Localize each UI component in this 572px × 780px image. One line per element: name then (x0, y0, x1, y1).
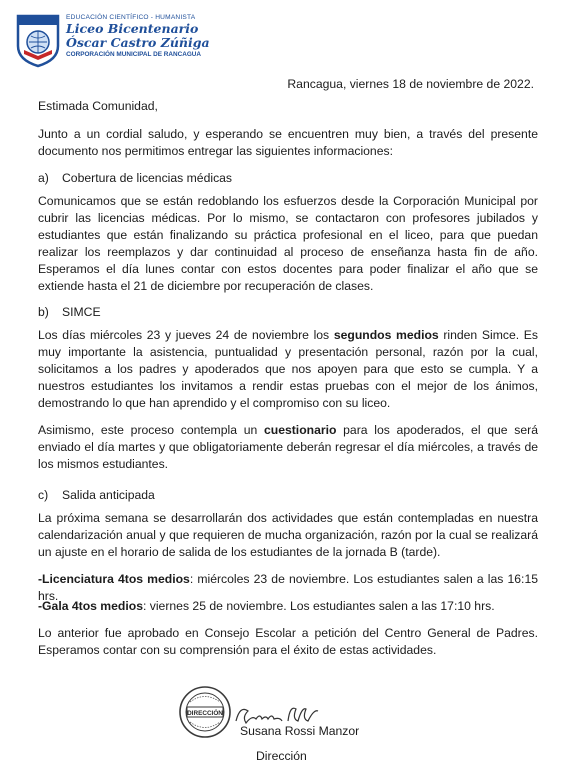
section-b-heading (38, 304, 101, 321)
section-b-p1-bold: segundos medios (333, 328, 439, 342)
schedule-item-gala (38, 598, 538, 615)
section-b-p2-text-c: para los apoderados, el que será enviado el día martes y que obligatoriamente deberán regresar el día miércoles, a través de los mismos estudiantes. (38, 423, 538, 471)
section-c-heading (38, 487, 155, 504)
greeting: Estimada Comunidad, (38, 99, 158, 113)
section-a-title: Cobertura de licencias médicas (62, 171, 233, 185)
schedule-item-1-text: : miércoles 23 de noviembre. Los estudiantes salen a las 16:15 hrs. (38, 572, 539, 603)
section-b-p1-text-c: rinden Simce. Es muy importante la asistencia, puntualidad y presentación personal, razón por la cual, solicitamos a los padres y apoderados que nos apoyen para que esto se cumpla. Y a nuestros estudiantes los invitamos a rendir estas pruebas con el mejor de los ánimos, demostrando lo que han aprendido y el compromiso con su liceo. (38, 328, 538, 410)
section-c-letter: c) (38, 488, 49, 502)
section-a-paragraph: Comunicamos que se están redoblando los esfuerzos desde la Corporación Municipal por cubrir las licencias médicas. Por lo mismo, se contactaron con profesores jubilados y estudiantes que están finalizando su práctica profesional en el liceo, para que puedan realizar los reemplazos y dar continuidad al proceso de enseñanza hasta fin de año. Esperamos el día lunes contar con estos docentes para poder finalizar el año que se extiende hasta el 21 de diciembre por recuperación de clases. (38, 194, 538, 293)
section-b-paragraph-1 (38, 327, 538, 412)
schedule-item-2-text: : viernes 25 de noviembre. Los estudiantes salen a las 17:10 hrs. (142, 599, 495, 613)
section-a-heading (38, 170, 232, 187)
section-b-title: SIMCE (62, 305, 101, 319)
signer-role: Dirección (256, 749, 307, 763)
school-name-line2: Óscar Castro Zúñiga (66, 35, 210, 50)
school-subtitle: EDUCACIÓN CIENTÍFICO - HUMANISTA (66, 14, 196, 21)
intro-paragraph: Junto a un cordial saludo, y esperando se encuentren muy bien, a través del presente documento nos permitimos entregar las siguientes informaciones: (38, 127, 538, 158)
section-c-paragraph: La próxima semana se desarrollarán dos actividades que están contempladas en nuestra calendarización anual y que requieren de mucha organización, razón por la cual se realizará un ajuste en el horario de salida de los estudiantes de la jornada B (tarde). (38, 511, 538, 559)
school-corporation: CORPORACIÓN MUNICIPAL DE RANCAGUA (66, 51, 202, 58)
closing-paragraph: Lo anterior fue aprobado en Consejo Escolar a petición del Centro General de Padres. Esperamos contar con su comprensión para el éxito de estas actividades. (38, 626, 538, 657)
schedule-item-1-bold: -Licenciatura 4tos medios (38, 572, 190, 586)
letter-date: Rancagua, viernes 18 de noviembre de 2022. (287, 77, 534, 91)
section-b-p2-text-a: Asimismo, este proceso contempla un (38, 423, 264, 437)
school-crest-logo (14, 12, 62, 68)
section-c-title: Salida anticipada (62, 488, 155, 502)
svg-text:DIRECCIÓN: DIRECCIÓN (187, 710, 223, 717)
schedule-item-2-bold: -Gala 4tos medios (38, 599, 143, 613)
section-a-letter: a) (38, 171, 49, 185)
section-b-paragraph-2 (38, 422, 538, 473)
section-b-p2-bold: cuestionario (263, 423, 337, 437)
school-name-block (66, 13, 210, 60)
section-b-p1-text-a: Los días miércoles 23 y jueves 24 de noviembre los (38, 328, 334, 342)
school-name-line1: Liceo Bicentenario (66, 21, 199, 36)
section-b-letter: b) (38, 305, 49, 319)
signer-name: Susana Rossi Manzor (240, 724, 360, 738)
direction-seal-stamp (178, 685, 232, 739)
